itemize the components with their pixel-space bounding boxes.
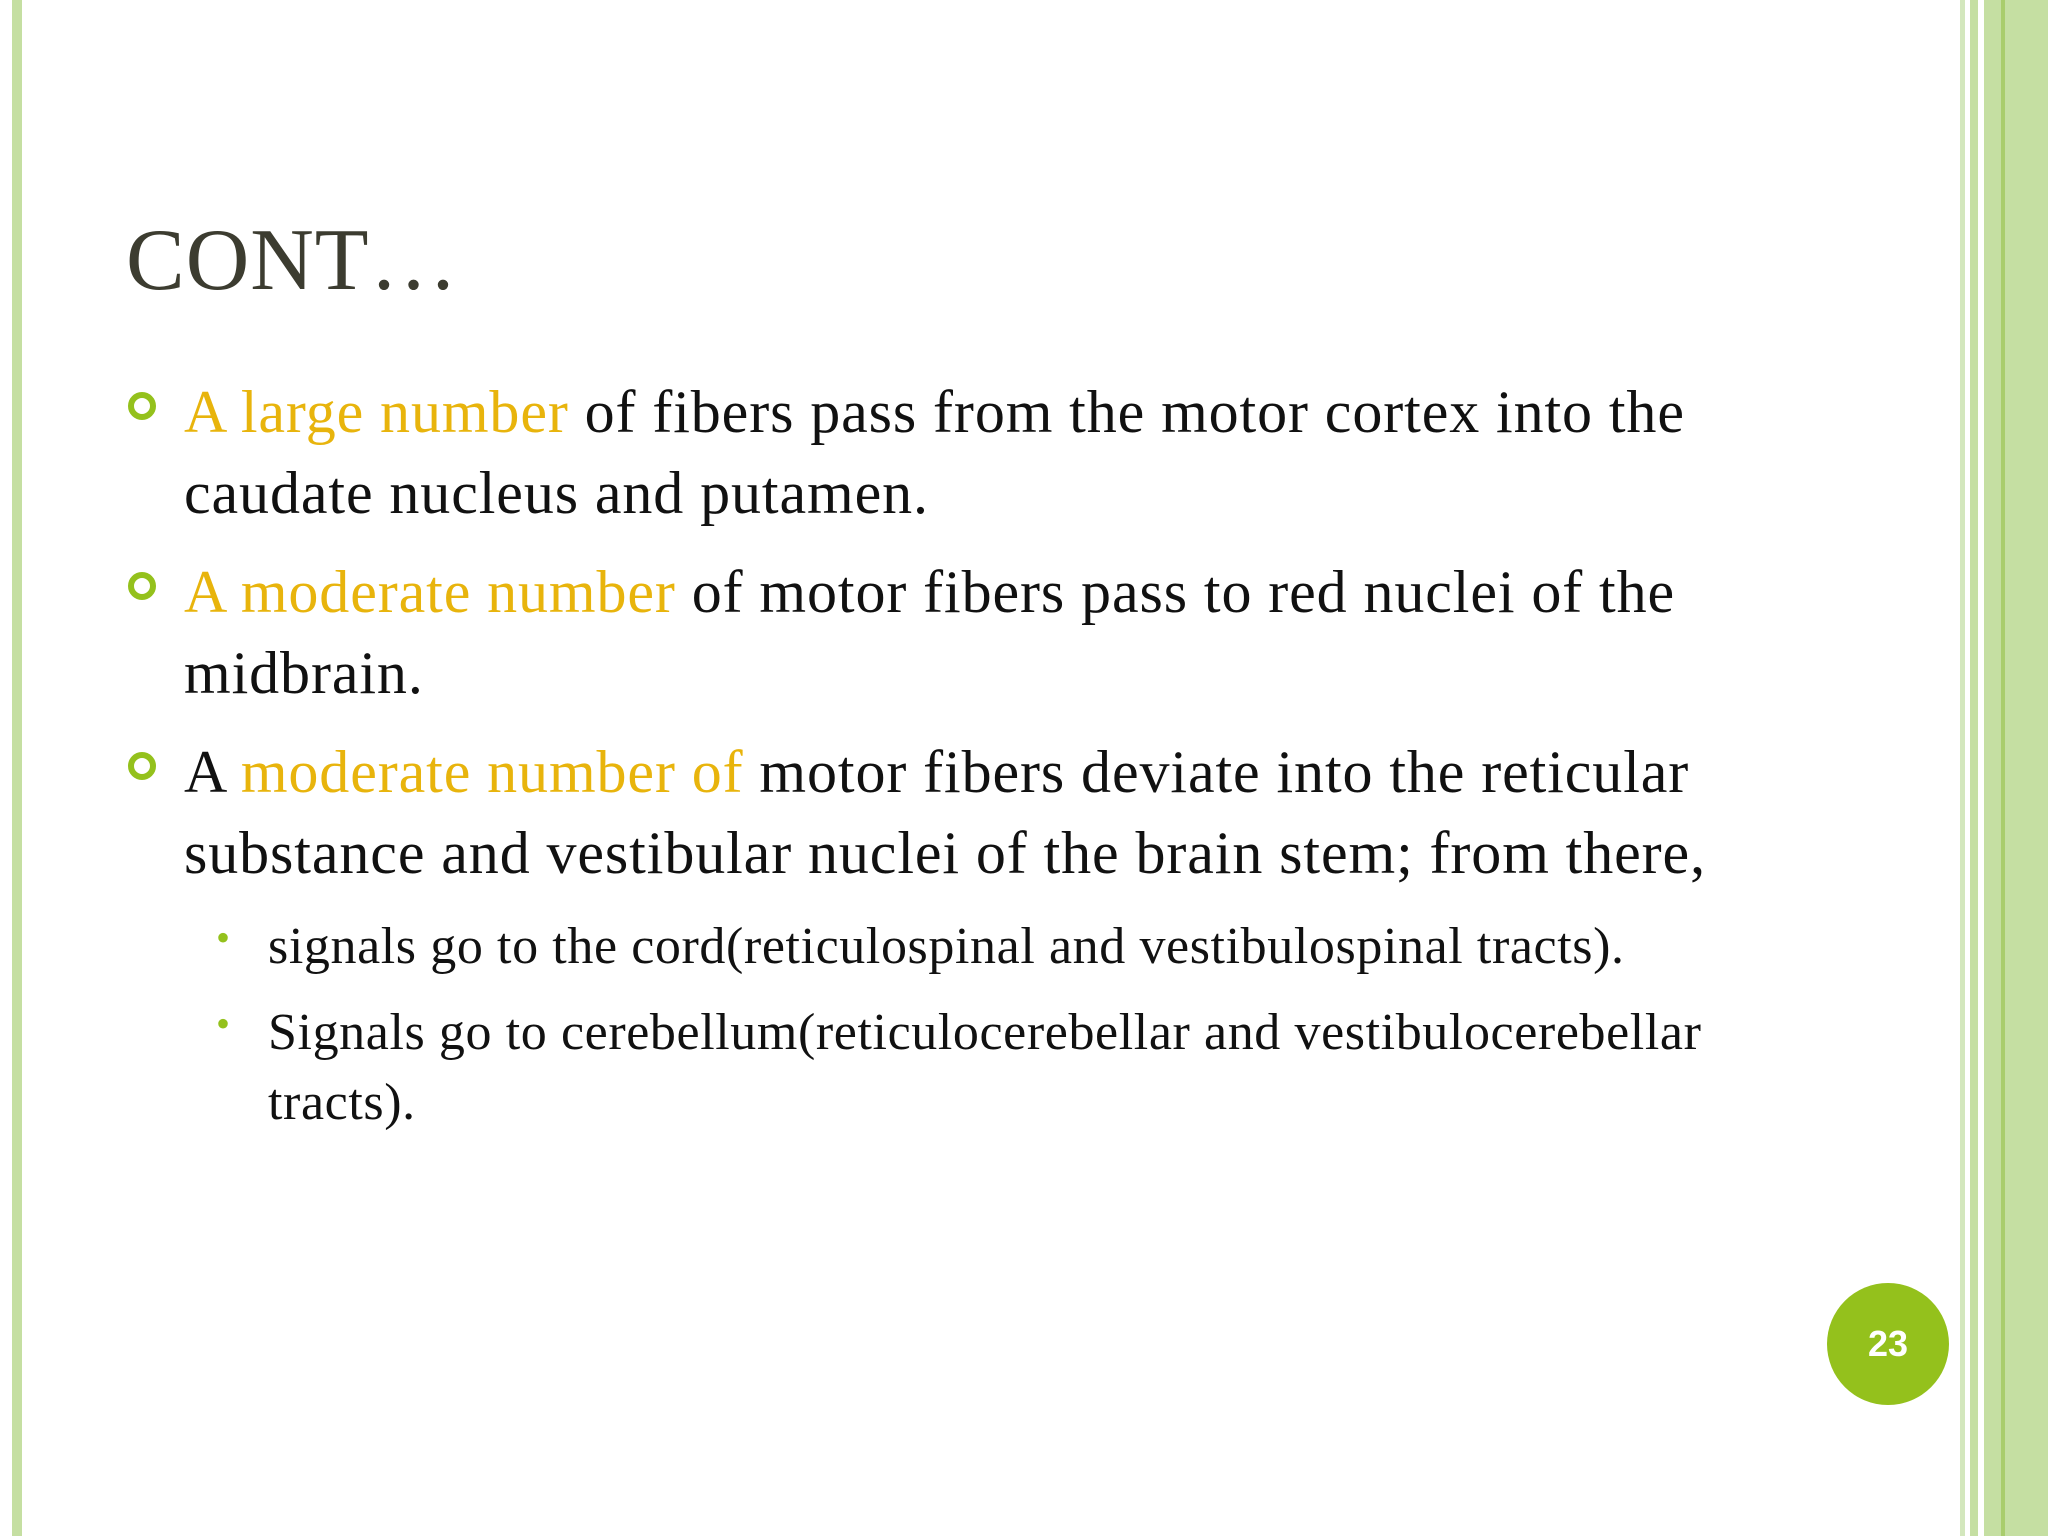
right-border-stripe: [1960, 0, 1965, 1536]
bullet-item: [128, 372, 1728, 534]
bullet-text: of fibers pass from the motor cortex into the caudate nucleus and putamen.: [184, 379, 1685, 526]
right-border-stripe: [1970, 0, 1978, 1536]
bullet-highlight: A moderate number: [184, 559, 676, 625]
sub-bullet-text: signals go to the cord(reticulospinal and vestibulospinal tracts).: [268, 918, 1625, 975]
page-number-badge: 23: [1827, 1283, 1949, 1405]
bullet-highlight: moderate number of: [240, 739, 744, 805]
ring-bullet-icon: [128, 572, 156, 600]
right-border-stripe: [2005, 0, 2048, 1536]
ring-bullet-icon: [128, 752, 156, 780]
bullet-item: [128, 732, 1728, 894]
bullet-lead: A: [184, 739, 241, 805]
slide-title: CONT…: [126, 212, 459, 309]
dot-bullet-icon: •: [216, 1001, 231, 1046]
dot-bullet-icon: •: [216, 915, 231, 960]
sub-bullet-item: [210, 998, 1728, 1138]
sub-bullet-text: Signals go to cerebellum(reticulocerebellar and vestibulocerebellar tracts).: [268, 1004, 1702, 1131]
bullet-text: motor fibers deviate into the reticular substance and vestibular nuclei of the brain stem; from there,: [184, 739, 1706, 886]
bullet-text: of motor fibers pass to red nuclei of the midbrain.: [184, 559, 1676, 706]
bullet-item: [128, 552, 1728, 714]
left-border-stripe: [12, 0, 22, 1536]
sub-bullet-list: [128, 912, 1728, 1138]
sub-bullet-item: [210, 912, 1728, 982]
right-border-stripe: [1984, 0, 2001, 1536]
slide-content: [128, 372, 1728, 1154]
bullet-highlight: A large number: [184, 379, 569, 445]
ring-bullet-icon: [128, 392, 156, 420]
